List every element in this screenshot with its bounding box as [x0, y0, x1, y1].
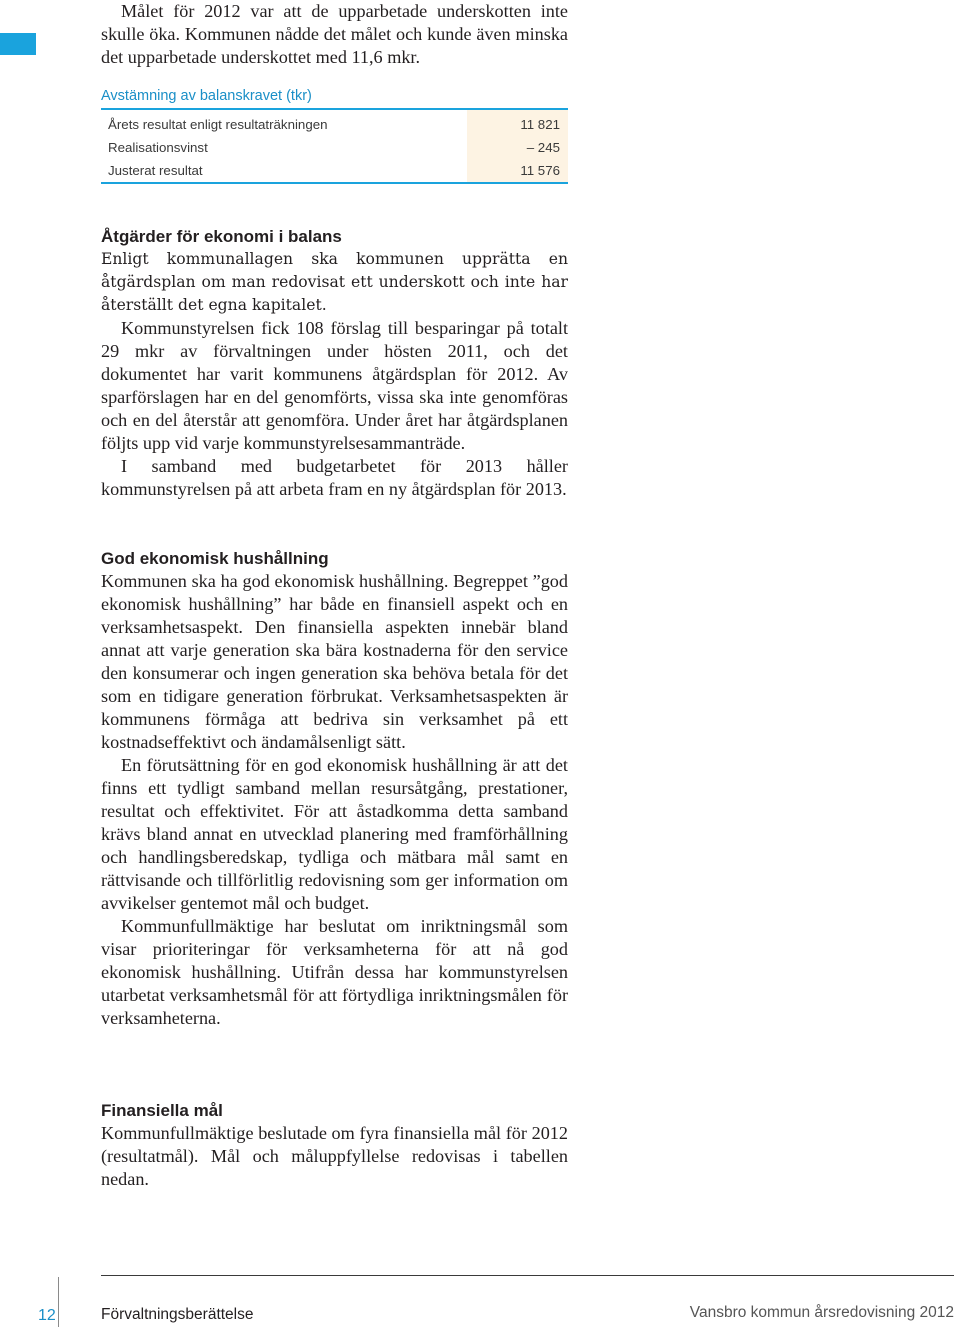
intro-block — [101, 0, 568, 69]
footer-rule — [101, 1275, 954, 1276]
balance-table — [101, 108, 568, 184]
section-heading: Åtgärder för ekonomi i balans — [101, 227, 342, 246]
paragraph: Kommunstyrelsen fick 108 förslag till besparingar på totalt 29 mkr av förvaltningen under hösten 2011, och det dokumentet har varit kommunens åtgärdsplan för 2012. Av sparförslagen har en del genomförts, vissa ska inte genomföras och en del återstår att genomföra. Under året har åtgärdsplanen följts upp vid varje kommunstyrelsesammanträde. — [101, 318, 568, 453]
row-label: Realisationsvinst — [108, 140, 208, 155]
section-god-ekonomisk-hushallning — [101, 548, 568, 1030]
section-atgarder — [101, 226, 568, 501]
page-number: 12 — [38, 1307, 56, 1324]
section-finansiella-mal — [101, 1100, 568, 1191]
table-bottom-rule — [101, 182, 568, 184]
paragraph: Kommunen ska ha god ekonomisk hushållning. Begreppet ”god ekonomisk hushållning” har både en finansiell aspekt och en verksamhetsaspekt. Den finansiella aspekten innebär bland annat att varje generation ska bära kostnaderna för den service den konsumerar och ingen generation ska behöva betala för det som en tidigare generation förbrukat. Verksamhetsaspekten är kommunens förmåga att bedriva sin verksamhet på ett kostnadseffektivt och ändamålsenligt sätt. — [101, 571, 568, 752]
paragraph: En förutsättning för en god ekonomisk hushållning är att det finns ett tydligt samband mellan resursåtgång, prestationer, resultat och effektivitet. För att åstadkomma detta samband krävs bland annat en utvecklad planering med framförhållning och handlingsberedskap, tydliga och mätbara mål samt en rättvisande och tillförlitlig redovisning som ger information om avvikelser gentemot mål och budget. — [101, 755, 568, 913]
table-row — [101, 136, 568, 159]
section-heading: God ekonomisk hushållning — [101, 549, 329, 568]
table-row — [101, 113, 568, 136]
row-value: – 245 — [467, 136, 568, 159]
row-value: 11 821 — [467, 113, 568, 136]
paragraph: Enligt kommunallagen ska kommunen upprätta en åtgärdsplan om man redovisat ett underskott och inte har återställt det egna kapitalet. — [101, 250, 568, 314]
paragraph: I samband med budgetarbetet för 2013 håller kommunstyrelsen på att arbeta fram en ny åtgärdsplan för 2013. — [101, 456, 568, 499]
table-row — [101, 159, 568, 182]
row-label: Justerat resultat — [108, 163, 203, 178]
footer-section-title: Förvaltningsberättelse — [101, 1306, 254, 1323]
paragraph: Kommunfullmäktige beslutade om fyra finansiella mål för 2012 (resultatmål). Mål och måluppfyllelse redovisas i tabellen nedan. — [101, 1123, 568, 1189]
footer-divider — [58, 1277, 59, 1327]
intro-paragraph: Målet för 2012 var att de upparbetade underskotten inte skulle öka. Kommunen nådde det målet och kunde även minska det upparbetade underskottet med 11,6 mkr. — [101, 1, 568, 67]
row-label: Årets resultat enligt resultaträkningen — [108, 117, 328, 132]
table-title: Avstämning av balanskravet (tkr) — [101, 88, 312, 104]
section-heading: Finansiella mål — [101, 1101, 223, 1120]
footer-publication-title: Vansbro kommun årsredovisning 2012 — [689, 1304, 954, 1321]
page-marker-tab — [0, 33, 36, 55]
paragraph: Kommunfullmäktige har beslutat om inriktningsmål som visar prioriteringar för verksamheterna för att nå god ekonomisk hushållning. Utifrån dessa har kommunstyrelsen utarbetat verksamhetsmål för att förtydliga inriktningsmålen för verksamheterna. — [101, 916, 568, 1028]
row-value: 11 576 — [467, 159, 568, 182]
